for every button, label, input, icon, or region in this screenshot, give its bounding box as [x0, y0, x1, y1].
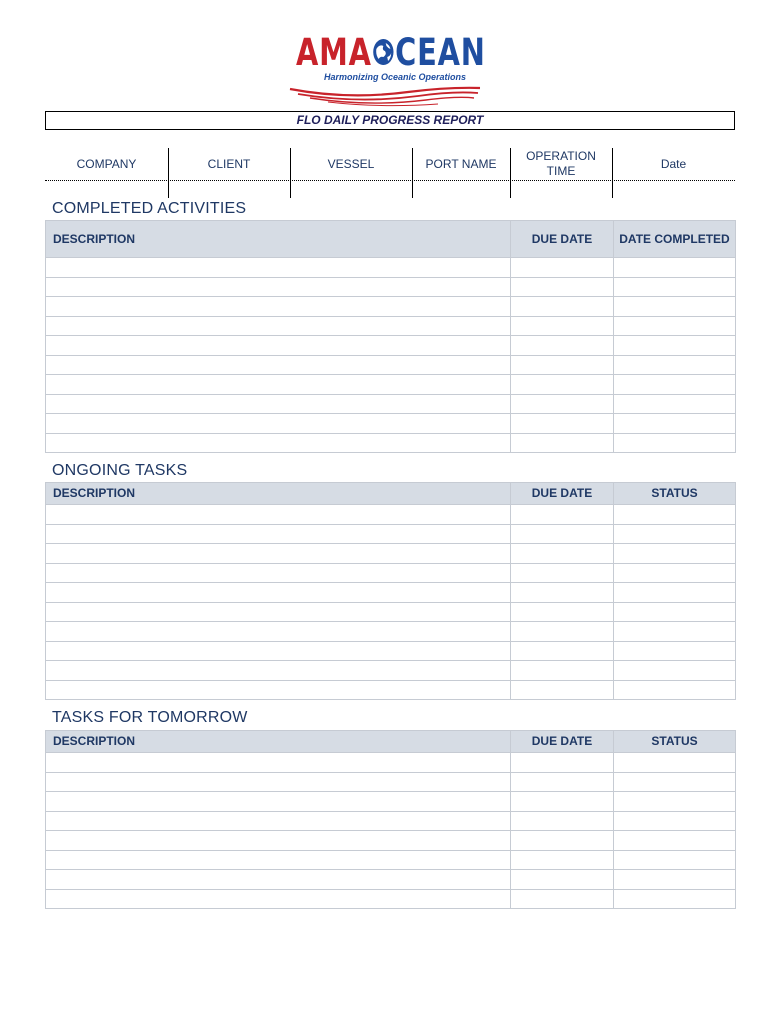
logo-wordmark — [296, 33, 486, 73]
third-column-cell[interactable] — [614, 277, 736, 297]
due-date-cell[interactable] — [511, 583, 614, 603]
description-cell[interactable] — [46, 772, 511, 792]
due-date-cell[interactable] — [511, 258, 614, 278]
due-date-cell[interactable] — [511, 680, 614, 700]
wave-swoosh-icon — [288, 84, 484, 108]
description-cell[interactable] — [46, 563, 511, 583]
column-header-description: DESCRIPTION — [46, 483, 511, 505]
column-header-description: DESCRIPTION — [46, 731, 511, 753]
logo-tagline: Harmonizing Oceanic Operations — [324, 72, 467, 82]
third-column-cell[interactable] — [614, 870, 736, 890]
column-header-due-date: DUE DATE — [511, 731, 614, 753]
column-header-date-completed: DATE COMPLETED — [614, 221, 736, 258]
description-cell[interactable] — [46, 355, 511, 375]
column-header-status: STATUS — [614, 731, 736, 753]
description-cell[interactable] — [46, 433, 511, 453]
due-date-cell[interactable] — [511, 661, 614, 681]
table-row — [46, 336, 736, 356]
description-cell[interactable] — [46, 661, 511, 681]
third-column-cell[interactable] — [614, 336, 736, 356]
table-row — [46, 583, 736, 603]
due-date-cell[interactable] — [511, 277, 614, 297]
third-column-cell[interactable] — [614, 583, 736, 603]
table-row — [46, 433, 736, 453]
table-header-row — [46, 221, 736, 258]
due-date-cell[interactable] — [511, 336, 614, 356]
column-header-status: STATUS — [614, 483, 736, 505]
table-row — [46, 563, 736, 583]
third-column-cell[interactable] — [614, 563, 736, 583]
third-column-cell[interactable] — [614, 792, 736, 812]
due-date-cell[interactable] — [511, 433, 614, 453]
due-date-cell[interactable] — [511, 355, 614, 375]
due-date-cell[interactable] — [511, 889, 614, 909]
due-date-cell[interactable] — [511, 544, 614, 564]
info-label-client: CLIENT — [207, 156, 251, 171]
third-column-cell[interactable] — [614, 394, 736, 414]
table-row — [46, 355, 736, 375]
due-date-cell[interactable] — [511, 870, 614, 890]
due-date-cell[interactable] — [511, 831, 614, 851]
description-cell[interactable] — [46, 870, 511, 890]
third-column-cell[interactable] — [614, 414, 736, 434]
due-date-cell[interactable] — [511, 641, 614, 661]
due-date-cell[interactable] — [511, 563, 614, 583]
third-column-cell[interactable] — [614, 375, 736, 395]
due-date-cell[interactable] — [511, 622, 614, 642]
description-cell[interactable] — [46, 277, 511, 297]
table-row — [46, 277, 736, 297]
table-row — [46, 831, 736, 851]
description-cell[interactable] — [46, 811, 511, 831]
table-row — [46, 602, 736, 622]
table-row — [46, 524, 736, 544]
section-title-completed: COMPLETED ACTIVITIES — [52, 200, 247, 217]
table-row — [46, 850, 736, 870]
description-cell[interactable] — [46, 602, 511, 622]
third-column-cell[interactable] — [614, 850, 736, 870]
description-cell[interactable] — [46, 753, 511, 773]
column-header-due-date: DUE DATE — [511, 221, 614, 258]
due-date-cell[interactable] — [511, 792, 614, 812]
third-column-cell[interactable] — [614, 258, 736, 278]
due-date-cell[interactable] — [511, 772, 614, 792]
table-row — [46, 753, 736, 773]
table-body — [46, 505, 736, 700]
table-row — [46, 792, 736, 812]
third-column-cell[interactable] — [614, 505, 736, 525]
third-column-cell[interactable] — [614, 297, 736, 317]
description-cell[interactable] — [46, 336, 511, 356]
table-row — [46, 680, 736, 700]
description-cell[interactable] — [46, 792, 511, 812]
third-column-cell[interactable] — [614, 355, 736, 375]
due-date-cell[interactable] — [511, 811, 614, 831]
third-column-cell[interactable] — [614, 622, 736, 642]
info-label-company: COMPANY — [76, 156, 137, 171]
due-date-cell[interactable] — [511, 602, 614, 622]
due-date-cell[interactable] — [511, 394, 614, 414]
table-body — [46, 753, 736, 909]
info-fill-line — [45, 180, 735, 181]
company-logo — [288, 28, 484, 108]
logo-word-part2: CEAN — [395, 31, 486, 74]
table-row — [46, 414, 736, 434]
section-title-ongoing: ONGOING TASKS — [52, 462, 188, 479]
third-column-cell[interactable] — [614, 602, 736, 622]
description-cell[interactable] — [46, 850, 511, 870]
due-date-cell[interactable] — [511, 850, 614, 870]
logo-word-part1: AMA — [296, 31, 372, 74]
table-row — [46, 375, 736, 395]
description-cell[interactable] — [46, 583, 511, 603]
description-cell[interactable] — [46, 622, 511, 642]
third-column-cell[interactable] — [614, 544, 736, 564]
description-cell[interactable] — [46, 505, 511, 525]
table-row — [46, 641, 736, 661]
third-column-cell[interactable] — [614, 889, 736, 909]
table-row — [46, 258, 736, 278]
table-body — [46, 258, 736, 453]
table-row — [46, 889, 736, 909]
description-cell[interactable] — [46, 375, 511, 395]
description-cell[interactable] — [46, 414, 511, 434]
table-row — [46, 870, 736, 890]
info-label-vessel: VESSEL — [327, 156, 375, 171]
due-date-cell[interactable] — [511, 505, 614, 525]
due-date-cell[interactable] — [511, 375, 614, 395]
description-cell[interactable] — [46, 316, 511, 336]
table-row — [46, 622, 736, 642]
info-label-operation-time: OPERATION TIME — [526, 149, 596, 178]
table-row — [46, 544, 736, 564]
third-column-cell[interactable] — [614, 661, 736, 681]
third-column-cell[interactable] — [614, 680, 736, 700]
tasks-for-tomorrow-table — [45, 730, 736, 909]
table-row — [46, 394, 736, 414]
column-header-due-date: DUE DATE — [511, 483, 614, 505]
column-header-description: DESCRIPTION — [46, 221, 511, 258]
description-cell[interactable] — [46, 524, 511, 544]
third-column-cell[interactable] — [614, 316, 736, 336]
section-title-tomorrow: TASKS FOR TOMORROW — [52, 709, 248, 726]
due-date-cell[interactable] — [511, 524, 614, 544]
due-date-cell[interactable] — [511, 414, 614, 434]
description-cell[interactable] — [46, 258, 511, 278]
info-divider — [510, 148, 511, 198]
due-date-cell[interactable] — [511, 316, 614, 336]
description-cell[interactable] — [46, 831, 511, 851]
third-column-cell[interactable] — [614, 811, 736, 831]
third-column-cell[interactable] — [614, 524, 736, 544]
description-cell[interactable] — [46, 680, 511, 700]
table-row — [46, 811, 736, 831]
completed-activities-table — [45, 220, 736, 453]
third-column-cell[interactable] — [614, 641, 736, 661]
table-row — [46, 297, 736, 317]
third-column-cell[interactable] — [614, 753, 736, 773]
globe-icon — [372, 37, 395, 67]
due-date-cell[interactable] — [511, 297, 614, 317]
description-cell[interactable] — [46, 297, 511, 317]
info-header — [45, 148, 735, 198]
table-header-row — [46, 731, 736, 753]
description-cell[interactable] — [46, 544, 511, 564]
third-column-cell[interactable] — [614, 772, 736, 792]
description-cell[interactable] — [46, 889, 511, 909]
info-label-date: Date — [660, 156, 687, 171]
table-row — [46, 661, 736, 681]
third-column-cell[interactable] — [614, 433, 736, 453]
third-column-cell[interactable] — [614, 831, 736, 851]
table-row — [46, 505, 736, 525]
due-date-cell[interactable] — [511, 753, 614, 773]
info-label-port-name: PORT NAME — [425, 156, 497, 171]
table-row — [46, 772, 736, 792]
table-header-row — [46, 483, 736, 505]
ongoing-tasks-table — [45, 482, 736, 700]
description-cell[interactable] — [46, 394, 511, 414]
description-cell[interactable] — [46, 641, 511, 661]
report-title: FLO DAILY PROGRESS REPORT — [45, 111, 735, 130]
table-row — [46, 316, 736, 336]
